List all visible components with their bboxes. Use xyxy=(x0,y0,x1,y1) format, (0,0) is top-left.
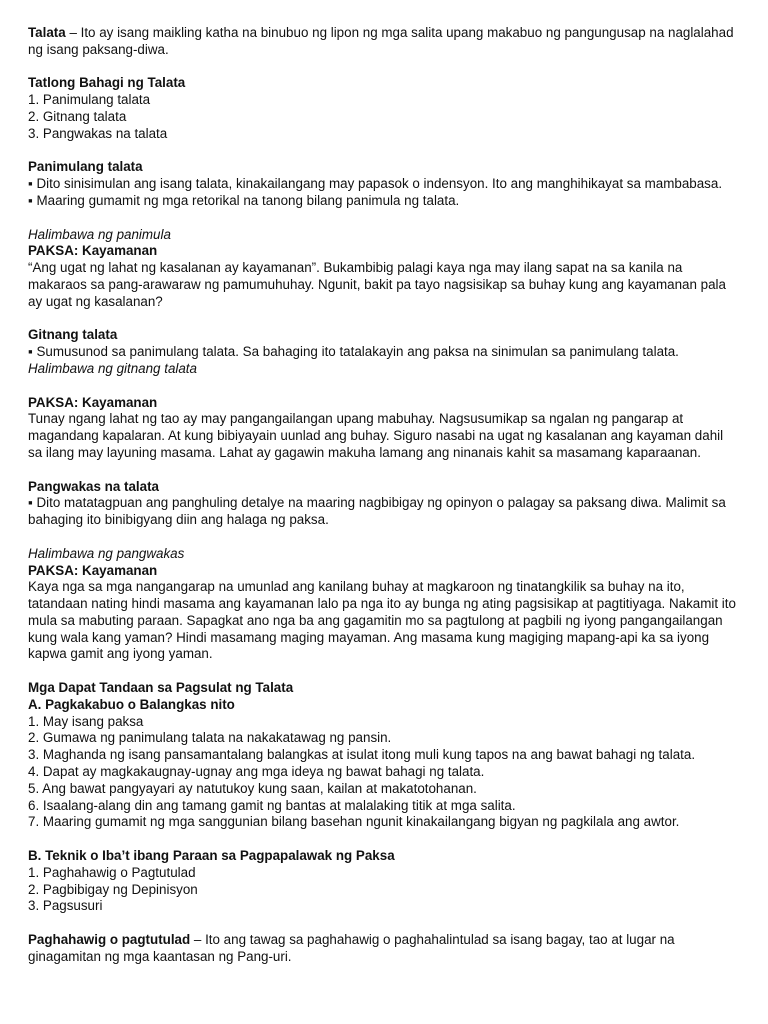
list-item: 3. Pangwakas na talata xyxy=(28,125,168,141)
dapat-list-a xyxy=(28,714,740,832)
gitna-example-label: Halimbawa ng gitnang talata xyxy=(28,360,197,376)
list-item: 1. Paghahawig o Pagtutulad xyxy=(28,864,196,880)
intro-definition: – Ito ay isang maikling katha na binubuo ng lipon ng mga salita upang makabuo ng pangungusap na naglalahad ng isang paksang-diwa. xyxy=(28,25,734,57)
paghahawig-paragraph xyxy=(28,932,740,966)
gitna-paksa: PAKSA: Kayamanan xyxy=(28,394,158,410)
list-item: 2. Pagbibigay ng Depinisyon xyxy=(28,881,198,897)
wakas-example: Kaya nga sa mga nangangarap na umunlad ang kanilang buhay at magkaroon ng tinatangkilik sa buhay na ito, tatandaan nating hindi masama ang kayamanan lalo pa nga ito ay bunga ng ating pagsisikap at pagtitiyaga. Nakamit ito mula sa mabuting paraan. Sapagkat ano nga ba ang gagamitin mo sa pagtulong at pagbili ng iyong pangangailangan kung wala kang yaman? Hindi masamang maging mayaman. Ang masama kung magiging mapang-api ka sa iyong kapwa gamit ang iyong yaman. xyxy=(28,579,736,662)
dapat-list-b xyxy=(28,865,740,915)
wakas-example-label: Halimbawa ng pangwakas xyxy=(28,545,185,561)
intro-paragraph xyxy=(28,25,740,59)
list-item: 4. Dapat ay magkakaugnay-ugnay ang mga ideya ng bawat bahagi ng talata. xyxy=(28,764,485,780)
panimula-heading: Panimulang talata xyxy=(28,159,143,175)
panimula-bullet-2: ▪ Maaring gumamit ng mga retorikal na tanong bilang panimula ng talata. xyxy=(28,192,460,208)
dapat-sub-a: A. Pagkakabuo o Balangkas nito xyxy=(28,696,235,712)
bahagi-heading: Tatlong Bahagi ng Talata xyxy=(28,75,186,91)
paghahawig-term: Paghahawig o pagtutulad xyxy=(28,932,191,948)
gitna-heading: Gitnang talata xyxy=(28,327,118,343)
list-item: 5. Ang bawat pangyayari ay natutukoy kung saan, kailan at makatotohanan. xyxy=(28,780,477,796)
list-item: 2. Gitnang talata xyxy=(28,108,127,124)
panimula-paksa: PAKSA: Kayamanan xyxy=(28,243,158,259)
wakas-paksa: PAKSA: Kayamanan xyxy=(28,562,158,578)
panimula-example: “Ang ugat ng lahat ng kasalanan ay kayamanan”. Bukambibig palagi kaya nga may ilang sapat na sa kanila na makaraos sa pang-arawaraw ng pamumuhuhay. Ngunit, bakit pa tayo nagsisikap sa buhay kung ang kayamanan pala ay ugat ng kasalanan? xyxy=(28,260,726,309)
paghahawig-definition: – Ito ang tawag sa paghahawig o paghahalintulad sa isang bagay, tao at lugar na ginagamitan ng mga kaantasan ng Pang-uri. xyxy=(28,932,675,964)
list-item: 6. Isaalang-alang din ang tamang gamit ng bantas at malalaking titik at mga salita. xyxy=(28,797,516,813)
list-item: 3. Maghanda ng isang pansamantalang balangkas at isulat itong muli kung tapos na ang bawat bahagi ng talata. xyxy=(28,747,696,763)
gitna-example: Tunay ngang lahat ng tao ay may pangangailangan upang mabuhay. Nagsusumikap sa ngalan ng pangarap at magandang kapalaran. At kung bibiyayain uunlad ang buhay. Siguro nasabi na ugat ng kasalanan ang kayaman dahil sa ilang may layuning masama. Lahat ay gagawin makuha lamang ang ninanais kahit sa masamang kaparaanan. xyxy=(28,411,724,460)
dapat-heading: Mga Dapat Tandaan sa Pagsulat ng Talata xyxy=(28,680,294,696)
list-item: 2. Gumawa ng panimulang talata na nakakatawag ng pansin. xyxy=(28,730,392,746)
intro-term: Talata xyxy=(28,25,66,40)
wakas-heading: Pangwakas na talata xyxy=(28,478,159,494)
panimula-example-label: Halimbawa ng panimula xyxy=(28,226,171,242)
list-item: 1. Panimulang talata xyxy=(28,92,151,108)
dapat-sub-b: B. Teknik o Iba’t ibang Paraan sa Pagpapalawak ng Paksa xyxy=(28,848,395,864)
list-item: 3. Pagsusuri xyxy=(28,898,103,914)
gitna-bullet: ▪ Sumusunod sa panimulang talata. Sa bahaging ito tatalakayin ang paksa na sinimulan sa panimulang talata. xyxy=(28,344,679,360)
wakas-bullet: ▪ Dito matatagpuan ang panghuling detalye na maaring nagbibigay ng opinyon o palagay sa paksang diwa. Malimit sa bahaging ito binibigyang diin ang halaga ng paksa. xyxy=(28,495,726,528)
list-item: 7. Maaring gumamit ng mga sanggunian bilang basehan ngunit kinakailangang bigyan ng pagkilala ang awtor. xyxy=(28,814,680,830)
list-item: 1. May isang paksa xyxy=(28,713,144,729)
panimula-bullet-1: ▪ Dito sinisimulan ang isang talata, kinakailangang may papasok o indensyon. Ito ang manghihikayat sa mambabasa. xyxy=(28,176,723,192)
bahagi-list xyxy=(28,92,740,142)
